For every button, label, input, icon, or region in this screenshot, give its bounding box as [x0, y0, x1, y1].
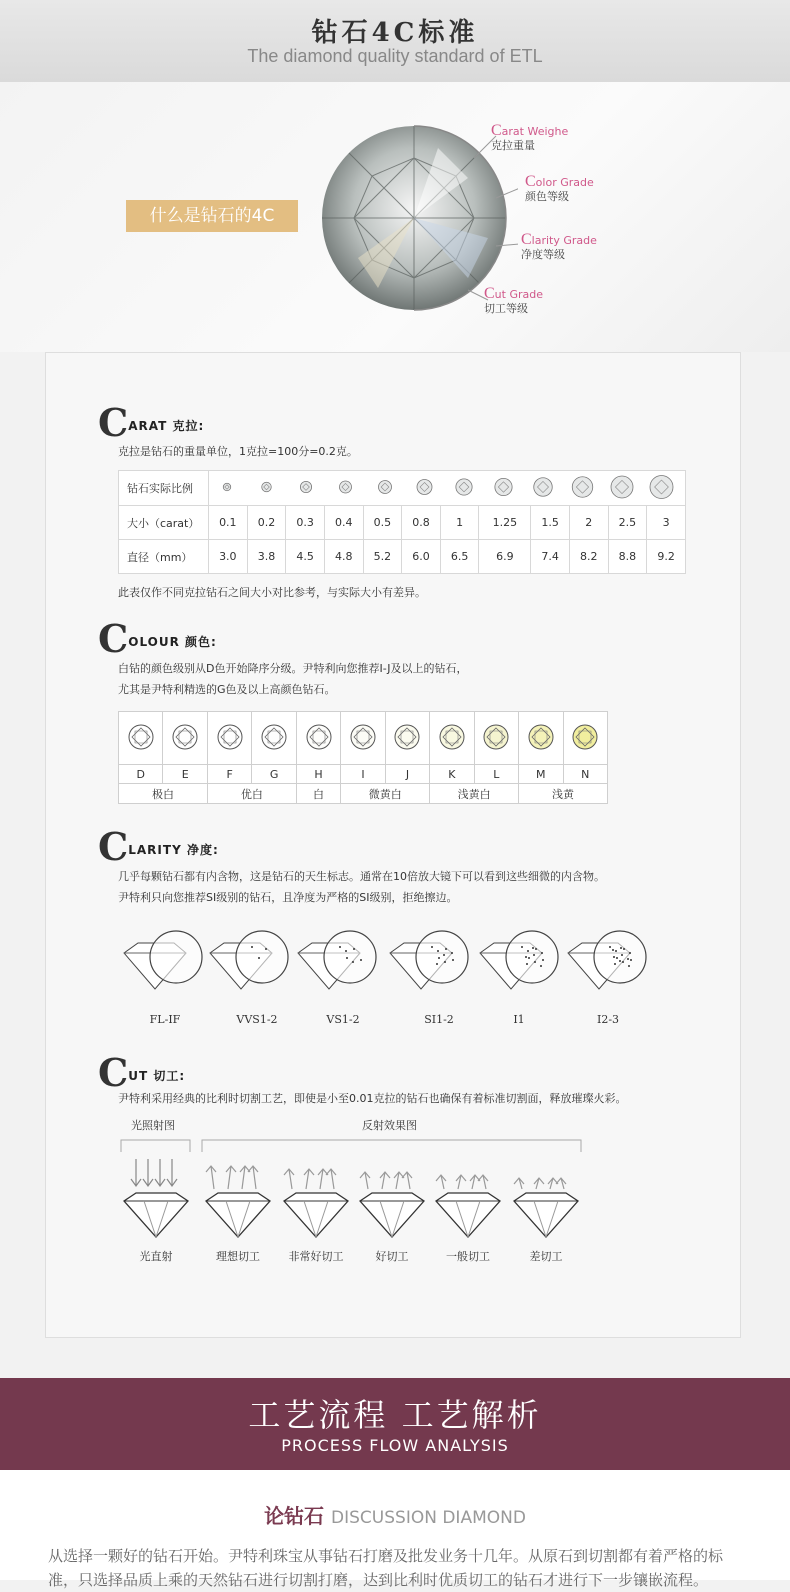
- colour-gem-cell: [163, 712, 207, 765]
- colour-gem-cell: [207, 712, 251, 765]
- colour-gem-row: [119, 712, 608, 765]
- carat-row-scale: [119, 471, 686, 506]
- carat-scale-diamond: [262, 482, 272, 492]
- colour-letter-row: [119, 765, 608, 784]
- carat-size-cell: 0.8: [402, 506, 441, 540]
- cut-diagram: [206, 1166, 270, 1237]
- colour-gem-cell: [296, 712, 340, 765]
- carat-size-cell: 1: [440, 506, 479, 540]
- discussion-title: 论钻石 DISCUSSION DIAMOND: [264, 1504, 526, 1528]
- carat-description: 克拉是钻石的重量单位，1克拉=100分=0.2克。: [118, 445, 358, 458]
- clarity-grade-label: SI1-2: [424, 1013, 454, 1026]
- colour-group-cell: 浅黄: [519, 784, 608, 804]
- colour-gem-cell: [563, 712, 607, 765]
- colour-letter-cell: M: [519, 765, 563, 784]
- light-diagram-label: 光照射图: [131, 1119, 175, 1132]
- page-subtitle: The diamond quality standard of ETL: [247, 46, 543, 66]
- cut-grade-label: 非常好切工: [288, 1250, 344, 1263]
- carat-scale-diamond: [534, 478, 553, 497]
- reflect-diagram-label: 反射效果图: [362, 1119, 417, 1132]
- colour-letter-cell: I: [341, 765, 385, 784]
- colour-letter-cell: D: [119, 765, 163, 784]
- colour-gem-icon: [571, 723, 599, 751]
- colour-gem-icon: [305, 723, 333, 751]
- colour-gem-icon: [438, 723, 466, 751]
- what-is-4c-badge: 什么是钻石的4C: [126, 200, 298, 232]
- carat-size-cell: 0.3: [286, 506, 325, 540]
- colour-gem-icon: [393, 723, 421, 751]
- carat-scale-diamond: [650, 476, 673, 499]
- colour-letter-cell: J: [385, 765, 429, 784]
- colour-gem-cell: [385, 712, 429, 765]
- carat-diameter-cell: 3.0: [209, 540, 248, 574]
- carat-section-title: CARAT 克拉:: [98, 400, 205, 445]
- carat-note: 此表仅作不同克拉钻石之间大小对比参考，与实际大小有差异。: [118, 586, 426, 599]
- clarity-diagram: [124, 931, 202, 989]
- clarity-grade-label: I2-3: [596, 1013, 620, 1026]
- cut-grade-label: 理想切工: [216, 1250, 260, 1263]
- colour-section-title: COLOUR 颜色:: [98, 616, 217, 661]
- colour-letter-cell: E: [163, 765, 207, 784]
- carat-size-cell: 0.2: [247, 506, 286, 540]
- carat-size-cell: 0.1: [209, 506, 248, 540]
- colour-gem-cell: [341, 712, 385, 765]
- carat-row-diameter-label: 直径（mm）: [119, 540, 209, 574]
- colour-description-1: 白钻的颜色级别从D色开始降序分级。尹特利向您推荐I-J及以上的钻石，: [118, 662, 468, 675]
- carat-scale-diamond: [300, 481, 311, 492]
- cut-diagram: [514, 1178, 578, 1237]
- page-header: [0, 0, 790, 82]
- process-flow-title: 工艺流程 工艺解析: [248, 1396, 542, 1434]
- clarity-grade-label: VVS1-2: [236, 1013, 278, 1026]
- cut-diagrams: [118, 1155, 598, 1245]
- discussion-section: [0, 1470, 790, 1589]
- carat-diameter-cell: 5.2: [363, 540, 402, 574]
- carat-scale-diamond: [572, 477, 593, 498]
- colour-letter-cell: K: [430, 765, 474, 784]
- clarity-diagram: [210, 931, 288, 989]
- colour-group-cell: 浅黄白: [430, 784, 519, 804]
- carat-weight-label: Carat Weighe 克拉重量: [491, 122, 569, 152]
- colour-gem-cell: [252, 712, 296, 765]
- carat-diameter-cell: 7.4: [531, 540, 570, 574]
- clarity-diagram: [390, 931, 468, 989]
- carat-size-cell: 0.4: [324, 506, 363, 540]
- carat-diameter-cell: 9.2: [647, 540, 686, 574]
- carat-size-cell: 1.5: [531, 506, 570, 540]
- cut-description: 尹特利采用经典的比利时切割工艺，即使是小至0.01克拉的钻石也确保有着标准切割面，释放璀璨火彩。: [118, 1092, 627, 1105]
- clarity-diagrams: [112, 925, 672, 1005]
- carat-scale-diamond: [417, 480, 432, 495]
- carat-diameter-cell: 8.8: [608, 540, 647, 574]
- carat-row-scale-label: 钻石实际比例: [119, 471, 209, 506]
- clarity-description-1: 几乎每颗钻石都有内含物，这是钻石的天生标志。通常在10倍放大镜下可以看到这些细微的内含物。: [118, 870, 605, 883]
- page-title: 钻石4C标准: [311, 18, 479, 48]
- clarity-diagram: [480, 931, 558, 989]
- cut-grade-label: 一般切工: [446, 1250, 490, 1263]
- carat-scale-diamond: [340, 481, 352, 493]
- colour-gem-icon: [260, 723, 288, 751]
- carat-size-cell: 2: [569, 506, 608, 540]
- colour-gem-icon: [171, 723, 199, 751]
- colour-gem-icon: [349, 723, 377, 751]
- colour-group-cell: 优白: [207, 784, 296, 804]
- carat-diameter-cell: 4.5: [286, 540, 325, 574]
- colour-group-cell: 微黄白: [341, 784, 430, 804]
- cut-grade-label: 好切工: [375, 1250, 409, 1263]
- cut-diagram: [284, 1169, 348, 1237]
- carat-diameter-cell: 4.8: [324, 540, 363, 574]
- carat-scale-diamond: [379, 481, 392, 494]
- cut-section-title: CUT 切工:: [98, 1050, 186, 1095]
- carat-scale-diamond: [456, 479, 472, 495]
- cut-diagram: [360, 1172, 424, 1237]
- colour-group-row: [119, 784, 608, 804]
- discussion-text: 从选择一颗好的钻石开始。尹特利珠宝从事钻石打磨及批发业务十几年。从原石到切割都有着严格的标准，只选择品质上乘的天然钻石进行切割打磨，达到比利时优质切工的钻石才进行下一步镶嵌流程。: [48, 1547, 724, 1589]
- clarity-grade-label: Clarity Grade 净度等级: [521, 231, 597, 261]
- cut-brackets: [118, 1132, 588, 1152]
- carat-scale-cell: [209, 471, 686, 506]
- clarity-section-title: CLARITY 净度:: [98, 824, 219, 869]
- colour-description-2: 尤其是尹特利精选的G色及以上高颜色钻石。: [118, 683, 336, 696]
- colour-group-cell: 极白: [119, 784, 208, 804]
- clarity-description-2: 尹特利只向您推荐SI级别的钻石，且净度为严格的SI级别，拒绝擦边。: [118, 891, 458, 904]
- carat-diameter-cell: 6.9: [479, 540, 531, 574]
- carat-row-size-label: 大小（carat）: [119, 506, 209, 540]
- colour-gem-icon: [216, 723, 244, 751]
- clarity-diagram: [568, 931, 646, 989]
- carat-table: [118, 470, 686, 574]
- process-flow-banner: [0, 1378, 790, 1470]
- clarity-diagram: [298, 931, 376, 989]
- carat-size-cell: 0.5: [363, 506, 402, 540]
- carat-size-cell: 1.25: [479, 506, 531, 540]
- cut-grade-label: 光直射: [139, 1250, 173, 1263]
- carat-diameter-cell: 8.2: [569, 540, 608, 574]
- colour-gem-cell: [119, 712, 163, 765]
- colour-letter-cell: H: [296, 765, 340, 784]
- diamond-scale-row: [209, 471, 685, 502]
- carat-size-cell: 2.5: [608, 506, 647, 540]
- carat-diameter-cell: 6.0: [402, 540, 441, 574]
- carat-diameter-cell: 6.5: [440, 540, 479, 574]
- colour-letter-cell: G: [252, 765, 296, 784]
- colour-gem-cell: [430, 712, 474, 765]
- cut-diagram: [124, 1159, 188, 1237]
- carat-scale-diamond: [223, 483, 231, 491]
- clarity-grade-label: VS1-2: [326, 1013, 360, 1026]
- color-grade-label: Color Grade 颜色等级: [525, 173, 594, 203]
- colour-letter-cell: L: [474, 765, 518, 784]
- clarity-grade-label: I1: [513, 1013, 525, 1026]
- colour-gem-cell: [519, 712, 563, 765]
- cut-diagram: [436, 1175, 500, 1237]
- clarity-grade-label: FL-IF: [149, 1013, 181, 1026]
- colour-gem-cell: [474, 712, 518, 765]
- colour-letter-cell: F: [207, 765, 251, 784]
- carat-scale-diamond: [495, 478, 512, 495]
- colour-letter-cell: N: [563, 765, 607, 784]
- cut-grade-label: 差切工: [529, 1250, 563, 1263]
- carat-diameter-cell: 3.8: [247, 540, 286, 574]
- colour-gem-icon: [127, 723, 155, 751]
- colour-group-cell: 白: [296, 784, 340, 804]
- colour-gem-icon: [527, 723, 555, 751]
- carat-row-size: [119, 506, 686, 540]
- colour-gem-icon: [482, 723, 510, 751]
- process-flow-subtitle: PROCESS FLOW ANALYSIS: [281, 1436, 509, 1455]
- carat-size-cell: 3: [647, 506, 686, 540]
- cut-grade-label: Cut Grade 切工等级: [484, 285, 543, 315]
- carat-row-diameter: [119, 540, 686, 574]
- carat-scale-diamond: [611, 476, 633, 498]
- colour-table: [118, 711, 608, 804]
